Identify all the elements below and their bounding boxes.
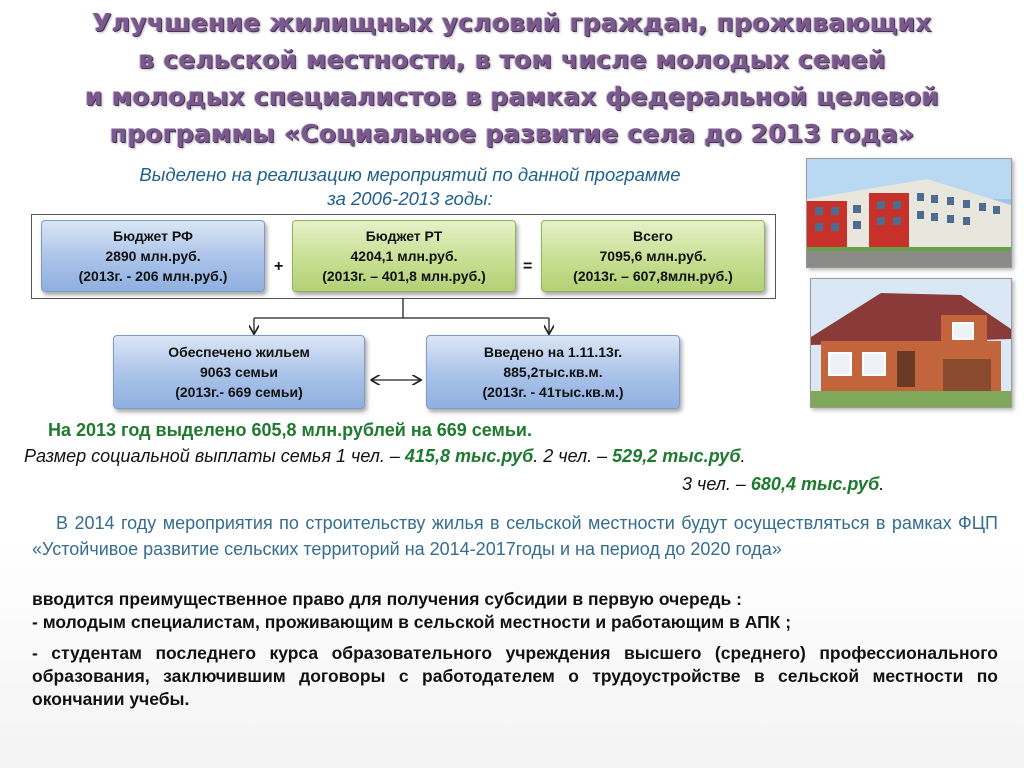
budget-total-title: Всего xyxy=(633,228,673,244)
payment-prefix: Размер социальной выплаты семья 1 чел. – xyxy=(24,446,405,466)
housing-provided-box xyxy=(113,335,365,409)
payment-end-2: . xyxy=(879,474,885,494)
social-payment-line xyxy=(24,446,746,467)
brick-house-photo xyxy=(810,278,1012,408)
budget-rf-title: Бюджет РФ xyxy=(113,228,193,244)
built-area: 885,2тыс.кв.м. xyxy=(503,364,603,380)
budget-rt-amount: 4204,1 млн.руб. xyxy=(350,248,458,264)
payment-prefix-2: 3 чел. – xyxy=(682,474,751,494)
housing-title: Обеспечено жильем xyxy=(168,344,310,360)
title-line-4: программы «Социальное развитие села до 2013 года» xyxy=(109,119,915,148)
title-line-2: в сельской местности, в том числе молодых семей xyxy=(138,45,886,74)
allocation-line-2: за 2006-2013 годы: xyxy=(327,188,493,209)
priority-item-students: - студентам последнего курса образовательного учреждения высшего (среднего) профессионального образования, заключившим договоры с работодателем о трудоустройстве в сельской местности по окончании учебы. xyxy=(32,643,998,709)
budget-rt-2013: (2013г. – 401,8 млн.руб.) xyxy=(322,268,486,284)
housing-families: 9063 семьи xyxy=(200,364,278,380)
payment-end: . xyxy=(740,446,746,466)
payment-2-persons: 529,2 тыс.руб xyxy=(612,446,741,466)
title-line-3: и молодых специалистов в рамках федеральной целевой xyxy=(84,82,940,111)
budget-rf-2013: (2013г. - 206 млн.руб.) xyxy=(78,268,228,284)
built-area-box xyxy=(426,335,680,409)
allocation-2013-highlight: На 2013 год выделено 605,8 млн.рублей на 669 семьи. xyxy=(48,420,532,440)
priority-item-specialists: - молодым специалистам, проживающим в сельской местности и работающим в АПК ; xyxy=(32,612,792,632)
payment-mid: . 2 чел. – xyxy=(533,446,613,466)
social-payment-line-2 xyxy=(682,474,884,495)
program-2014-paragraph: В 2014 году мероприятия по строительству жилья в сельской местности будут осуществляться в рамках ФЦП «Устойчивое развитие сельских территорий на 2014-2017годы и на период до 2020 года» xyxy=(32,513,998,559)
budget-rt-title: Бюджет РТ xyxy=(365,228,443,244)
title-line-1: Улучшение жилищных условий граждан, проживающих xyxy=(92,8,932,37)
apartment-building-photo xyxy=(806,158,1012,268)
payment-3-persons: 680,4 тыс.руб xyxy=(750,474,880,494)
housing-2013: (2013г.- 669 семьи) xyxy=(175,384,303,400)
equals-sign: = xyxy=(523,258,533,275)
allocation-line-1: Выделено на реализацию мероприятий по данной программе xyxy=(139,164,681,185)
budget-total-2013: (2013г. – 607,8млн.руб.) xyxy=(573,268,733,284)
budget-rf-amount: 2890 млн.руб. xyxy=(105,248,201,264)
plus-sign: + xyxy=(274,258,284,275)
priority-block xyxy=(32,588,998,711)
payment-1-person: 415,8 тыс.руб xyxy=(404,446,534,466)
priority-intro: вводится преимущественное право для получения субсидии в первую очередь : xyxy=(32,589,742,609)
budget-total-amount: 7095,6 млн.руб. xyxy=(599,248,707,264)
built-2013: (2013г. - 41тыс.кв.м.) xyxy=(482,384,624,400)
built-title: Введено на 1.11.13г. xyxy=(483,344,623,360)
